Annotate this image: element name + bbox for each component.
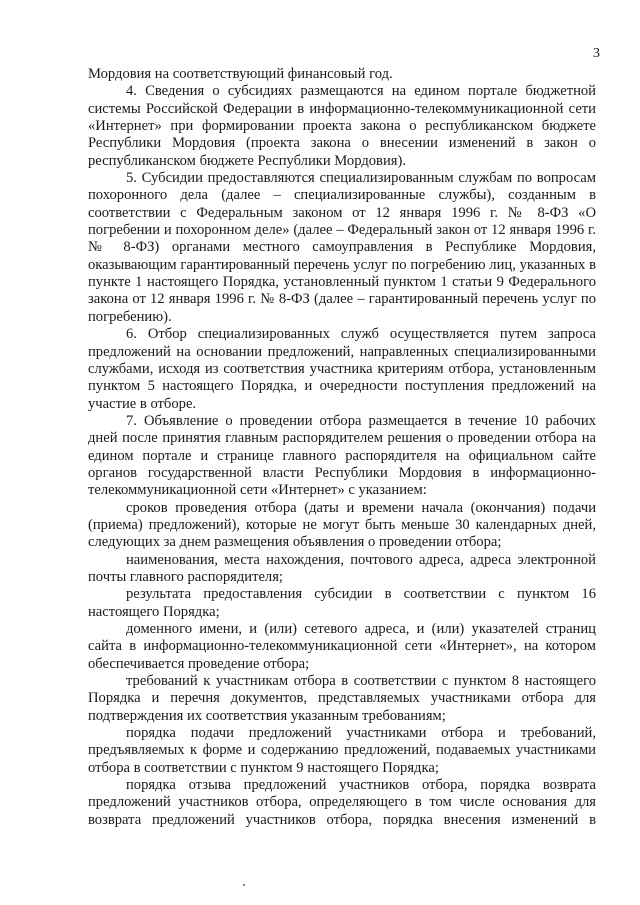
paragraph-item-5: 5. Субсидии предоставляются специализированным службам по вопросам похоронного дела (далее – специализированные службы), созданным в соответствии с Федеральным законом от 12 января 1996 г. № 8-ФЗ «О погребении и похоронном деле» (далее – Федеральный закон от 12 января 1996 г. № 8-ФЗ) органами местного самоуправления в Республике Мордовия, оказывающим гарантированный перечень услуг по погребению лиц, указанных в пункте 1 настоящего Порядка, установленный пунктом 1 статьи 9 Федерального закона от 12 января 1996 г. № 8-ФЗ (далее – гарантированный перечень услуг по погребению). [88, 170, 596, 325]
paragraph-item-7: 7. Объявление о проведении отбора размещается в течение 10 рабочих дней после принятия главным распорядителем решения о проведении отбора на едином портале и странице главного распорядителя на официальном сайте органов государственной власти Республики Мордовия в информационно-телекоммуникационной сети «Интернет» с указанием: [88, 412, 596, 499]
scan-artifact-dot [243, 884, 245, 886]
list-item-withdrawal-order: порядка отзыва предложений участников отбора, порядка возврата предложений участников отбора, определяющего в том числе основания для возврата предложений участников отбора, порядка внесения изменений в [88, 777, 596, 828]
paragraph-item-4: 4. Сведения о субсидиях размещаются на едином портале бюджетной системы Российской Федерации в информационно-телекоммуникационной сети «Интернет» при формировании проекта закона о республиканском бюджете Республики Мордовия (проекта закона о внесении изменений в закон о республиканском бюджете Республики Мордовия). [88, 83, 596, 169]
paragraph-continuation: Мордовия на соответствующий финансовый год. [88, 66, 393, 82]
list-item-contacts: наименования, места нахождения, почтового адреса, адреса электронной почты главного распорядителя; [88, 551, 596, 585]
document-body [88, 66, 596, 829]
list-item-submission-order: порядка подачи предложений участниками отбора и требований, предъявляемых к форме и содержанию предложений, подаваемых участниками отбора в соответствии с пунктом 9 настоящего Порядка; [88, 725, 596, 776]
list-item-result: результата предоставления субсидии в соответствии с пунктом 16 настоящего Порядка; [88, 586, 596, 620]
paragraph-item-6: 6. Отбор специализированных служб осуществляется путем запроса предложений на основании предложений, направленных специализированными службами, исходя из соответствия участника критериям отбора, установленным пунктом 5 настоящего Порядка, и очередности поступления предложений на участие в отборе. [88, 326, 596, 412]
page-number: 3 [593, 46, 600, 61]
list-item-requirements: требований к участникам отбора в соответствии с пунктом 8 настоящего Порядка и перечня документов, представляемых участниками отбора для подтверждения их соответствия указанным требованиям; [88, 673, 596, 724]
list-item-domain: доменного имени, и (или) сетевого адреса, и (или) указателей страниц сайта в информационно-телекоммуникационной сети «Интернет», на котором обеспечивается проведение отбора; [88, 621, 596, 672]
list-item-deadlines: сроков проведения отбора (даты и времени начала (окончания) подачи (приема) предложений), которые не могут быть меньше 30 календарных дней, следующих за днем размещения объявления о проведении отбора; [88, 499, 596, 551]
